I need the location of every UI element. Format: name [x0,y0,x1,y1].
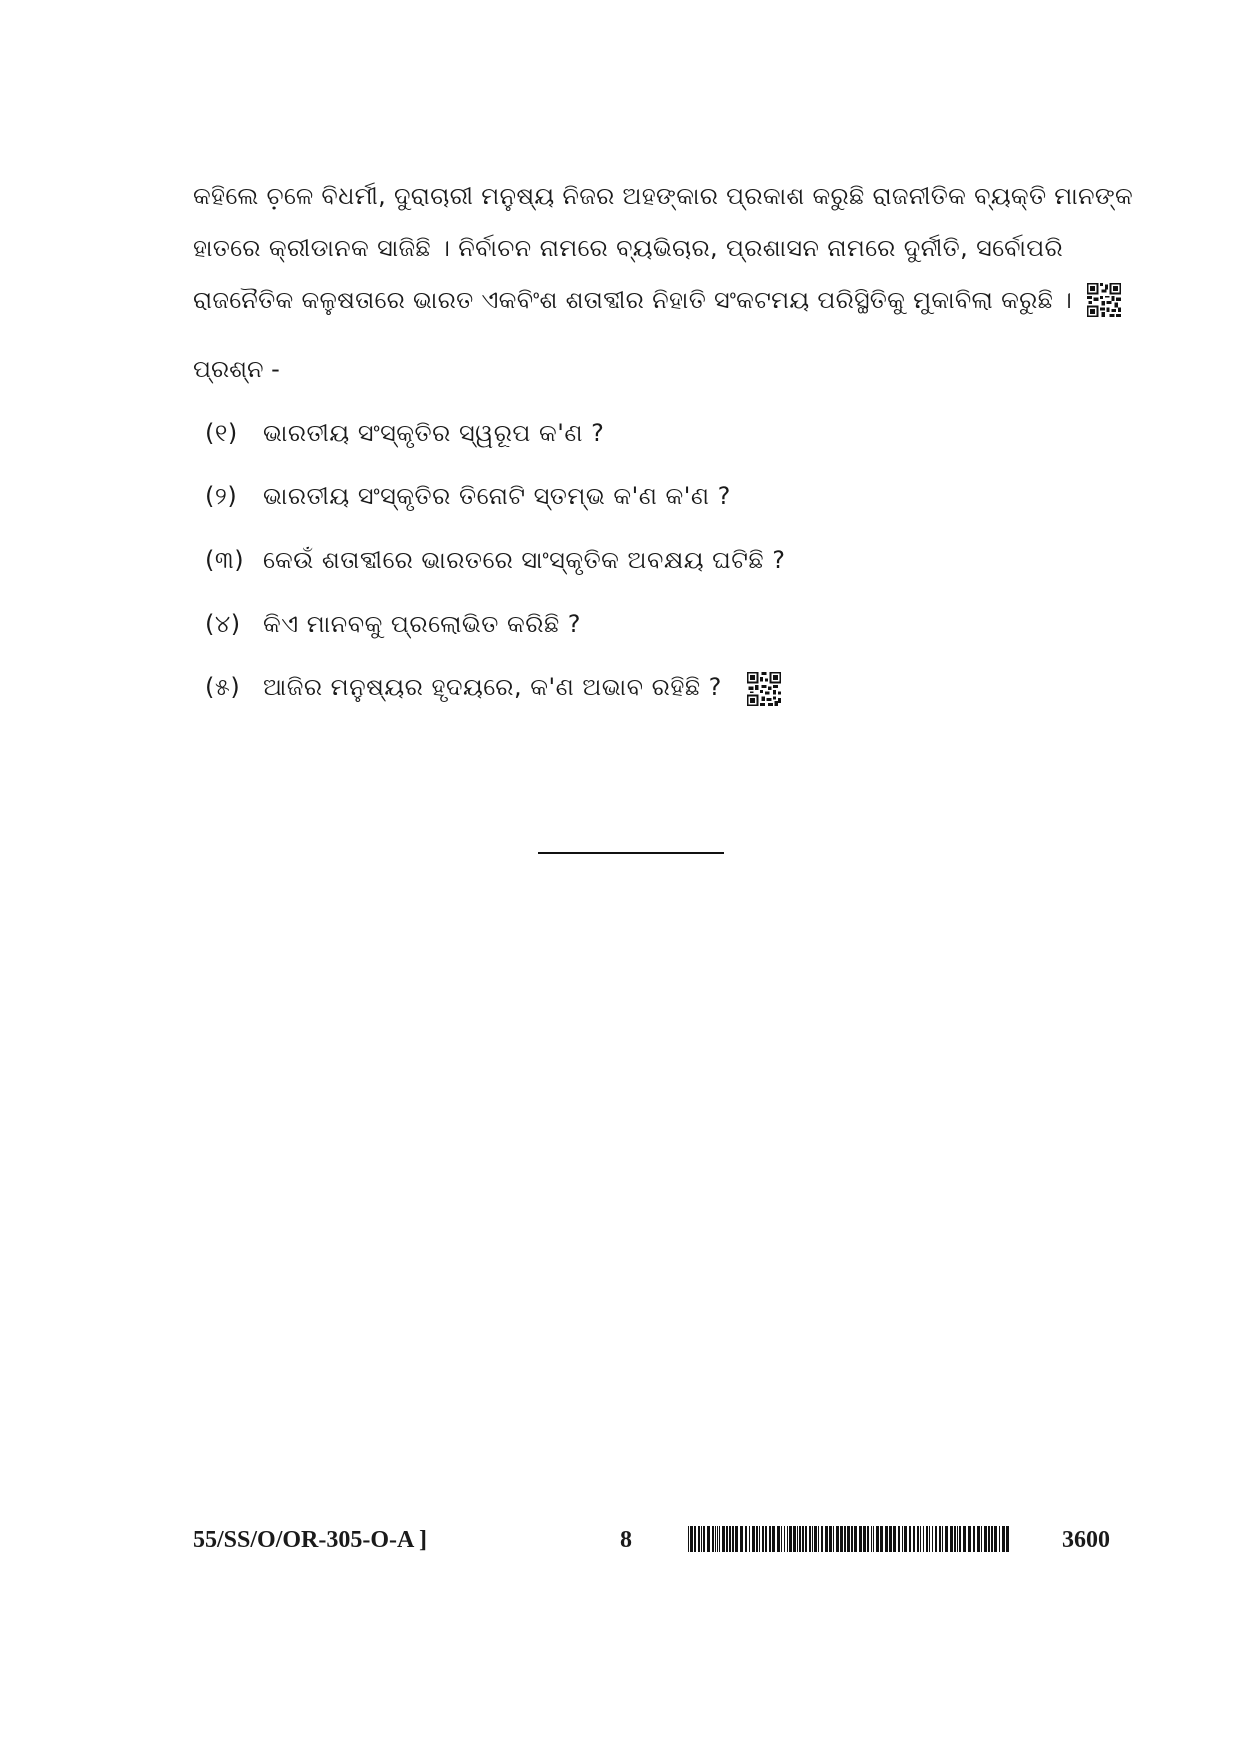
question-text: ଭାରତୀୟ ସଂସ୍କୃତିର ସ୍ୱରୂପ କ'ଣ ? [263,419,605,447]
page-number: 8 [620,1527,632,1553]
sheet-code: 3600 [1062,1527,1110,1553]
passage-line-3: ରାଜନୈତିକ କଳୁଷତାରେ ଭାରତ ଏକବିଂଶ ଶତାବ୍ଦୀର ନିହାତି ସଂକଟମୟ ପରିସ୍ଥିତିକୁ ମୁକାବିଲା କରୁଛି । [193,286,1073,314]
question-number: (୪) [205,610,241,638]
passage-line-1: କହିଲେ ଚ଼ଳେ ବିଧର୍ମୀ, ଦୁରାଚାରୀ ମନୁଷ୍ୟ ନିଜର ଅହଙ୍କାର ପ୍ରକାଶ କରୁଛି ରାଜନୀତିକ ବ୍ୟକ୍ତି ମାନଙ୍କ [193,182,1134,210]
question-number: (୩) [205,546,245,574]
question-text: ଆଜିର ମନୁଷ୍ୟର ହୃଦୟରେ, କ'ଣ ଅଭାବ ରହିଛି ? [263,673,722,701]
question-item-4 [205,610,581,638]
question-item-2 [205,482,731,510]
question-item-3 [205,546,785,574]
question-item-5 [205,673,722,701]
passage [193,182,1134,338]
qr-code-icon [1087,283,1121,317]
question-number: (୧) [205,419,238,447]
question-number: (୨) [205,482,238,510]
question-text: କେଉଁ ଶତାବ୍ଦୀରେ ଭାରତରେ ସାଂସ୍କୃତିକ ଅବକ୍ଷୟ ଘଟିଛି ? [263,546,786,574]
footer-code: 55/SS/O/OR-305-O-A ] [193,1527,428,1553]
question-number: (୫) [205,673,241,701]
question-text: କିଏ ମାନବକୁ ପ୍ରଲୋଭିତ କରିଛି ? [263,610,582,638]
question-text: ଭାରତୀୟ ସଂସ୍କୃତିର ତିନୋଟି ସ୍ତମ୍ଭ କ'ଣ କ'ଣ ? [263,482,731,510]
question-item-1 [205,419,604,447]
questions-heading: ପ୍ରଶ୍ନ - [193,355,280,383]
end-divider [538,852,724,854]
qr-code-icon [747,672,781,706]
passage-line-2: ହାତରେ କ୍ରୀଡାନକ ସାଜିଛି । ନିର୍ବାଚନ ନାମରେ ବ୍ୟଭିଚାର, ପ୍ରଶାସନ ନାମରେ ଦୁର୍ନୀତି, ସର୍ବୋପରି [193,234,1063,262]
barcode-icon [688,1526,1011,1552]
